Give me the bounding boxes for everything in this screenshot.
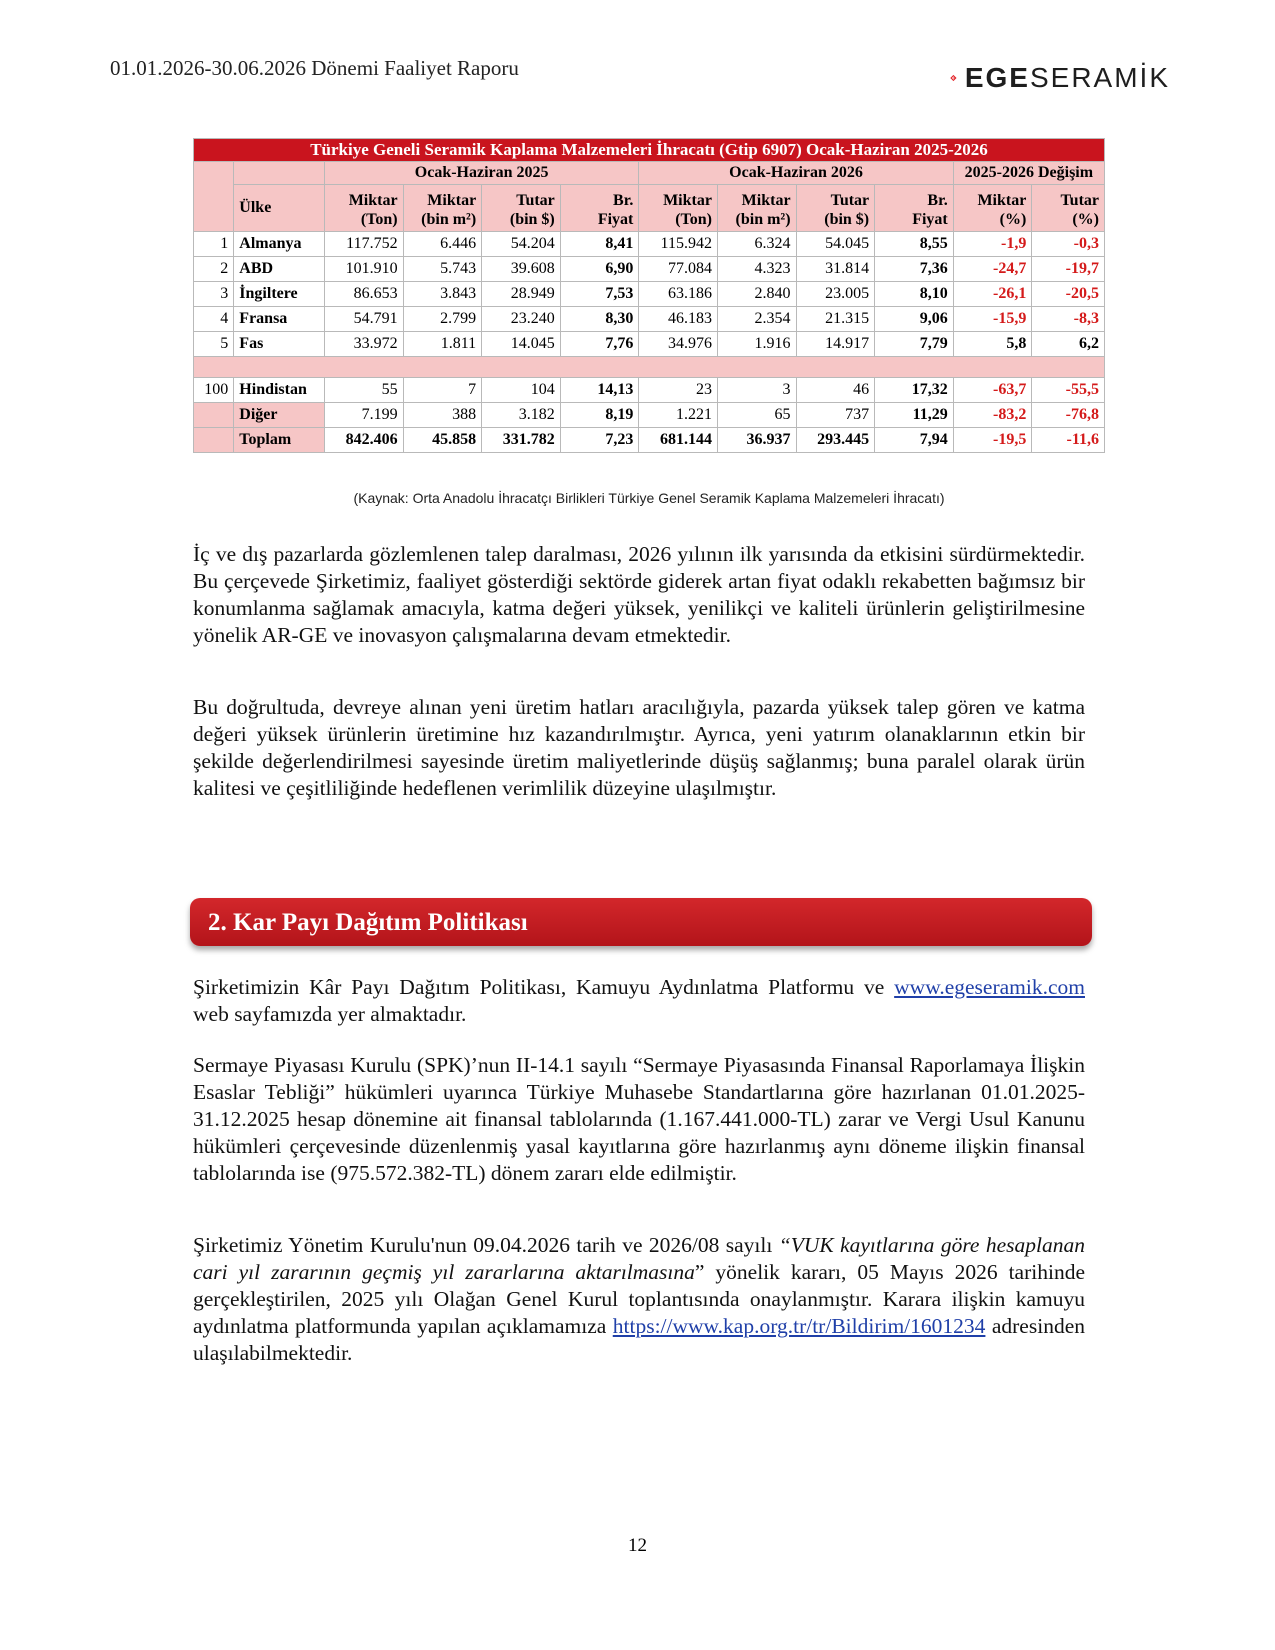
column-header: Miktar (Ton) (639, 185, 718, 232)
value-cell: 55 (324, 378, 403, 403)
country-group-header (234, 162, 325, 185)
column-header: Tutar (%) (1032, 185, 1105, 232)
value-cell: 7 (403, 378, 482, 403)
value-cell: 388 (403, 403, 482, 428)
value-cell: 115.942 (639, 232, 718, 257)
country-cell: Diğer (234, 403, 325, 428)
value-cell: 77.084 (639, 257, 718, 282)
rank-cell: 3 (194, 282, 234, 307)
value-cell: 7,53 (560, 282, 639, 307)
value-cell: 14,13 (560, 378, 639, 403)
value-cell: 86.653 (324, 282, 403, 307)
rank-cell (194, 428, 234, 453)
column-header: Br. Fiyat (875, 185, 954, 232)
value-cell: 7,94 (875, 428, 954, 453)
value-cell: 46 (796, 378, 875, 403)
value-cell: -76,8 (1032, 403, 1105, 428)
value-cell: 1.916 (717, 332, 796, 357)
rank-cell: 2 (194, 257, 234, 282)
value-cell: 21.315 (796, 307, 875, 332)
company-logo (950, 52, 1170, 104)
table-row (194, 332, 1105, 357)
value-cell: 8,19 (560, 403, 639, 428)
value-cell: 39.608 (482, 257, 561, 282)
value-cell: -11,6 (1032, 428, 1105, 453)
column-header: Tutar (bin $) (482, 185, 561, 232)
value-cell: 7.199 (324, 403, 403, 428)
value-cell: 6.324 (717, 232, 796, 257)
value-cell: 2.354 (717, 307, 796, 332)
rank-header (194, 162, 234, 232)
table-row (194, 282, 1105, 307)
table-row (194, 307, 1105, 332)
table-row (194, 232, 1105, 257)
value-cell: -19,5 (953, 428, 1032, 453)
country-cell: ABD (234, 257, 325, 282)
column-header: Miktar (bin m²) (717, 185, 796, 232)
value-cell: 11,29 (875, 403, 954, 428)
value-cell: 8,30 (560, 307, 639, 332)
value-cell: 7,79 (875, 332, 954, 357)
page-number: 12 (628, 1535, 647, 1556)
group-2026-header: Ocak-Haziran 2026 (639, 162, 953, 185)
value-cell: -0,3 (1032, 232, 1105, 257)
value-cell: 23.240 (482, 307, 561, 332)
table-separator-row (194, 357, 1105, 378)
value-cell: 3.182 (482, 403, 561, 428)
value-cell: 54.204 (482, 232, 561, 257)
value-cell: 45.858 (403, 428, 482, 453)
paragraph-production: Bu doğrultuda, devreye alınan yeni üretim hatları aracılığıyla, pazarda yüksek talep gören ve katma değeri yüksek ürünlerin üretimine hız kazandırılmıştır. Ayrıca, yeni yatırım olanaklarının etkin bir şekilde değerlendirilmesi sayesinde üretim maliyetlerinde düşüş sağlanmış; buna paralel olarak ürün kalitesi ve çeşitliliğinde hedeflenen verimlilik düzeyine ulaşılmıştır. (193, 695, 1085, 800)
value-cell: 28.949 (482, 282, 561, 307)
value-cell: 36.937 (717, 428, 796, 453)
value-cell: 104 (482, 378, 561, 403)
table-title: Türkiye Geneli Seramik Kaplama Malzemeleri İhracatı (Gtip 6907) Ocak-Haziran 2025-2026 (194, 139, 1105, 162)
table-row (194, 403, 1105, 428)
value-cell: 46.183 (639, 307, 718, 332)
paragraph-board-decision: Şirketimiz Yönetim Kurulu'nun 09.04.2026 tarih ve 2026/08 sayılı “VUK kayıtlarına göre hesaplanan cari yıl zararının geçmiş yıl zararlarına aktarılmasına” yönelik kararı, 05 Mayıs 2026 tarihinde gerçekleştirilen, 2025 yılı Olağan Genel Kurul toplantısında onaylanmıştır. Karara ilişkin kamuyu aydınlatma platformunda yapılan açıklamamıza https://www.kap.org.tr/tr/Bildirim/1601234 adresinden ulaşılabilmektedir. (193, 1233, 1085, 1365)
country-cell: Almanya (234, 232, 325, 257)
value-cell: 7,36 (875, 257, 954, 282)
rank-cell: 100 (194, 378, 234, 403)
value-cell: 54.791 (324, 307, 403, 332)
value-cell: 1.811 (403, 332, 482, 357)
value-cell: 737 (796, 403, 875, 428)
column-header: Miktar (bin m²) (403, 185, 482, 232)
table-row (194, 378, 1105, 403)
country-cell: İngiltere (234, 282, 325, 307)
report-title: 01.01.2026-30.06.2026 Dönemi Faaliyet Raporu (110, 56, 519, 80)
kap-link[interactable]: https://www.kap.org.tr/tr/Bildirim/1601234 (612, 1314, 986, 1338)
value-cell: -83,2 (953, 403, 1032, 428)
value-cell: 23 (639, 378, 718, 403)
value-cell: 117.752 (324, 232, 403, 257)
value-cell: 8,55 (875, 232, 954, 257)
value-cell: 8,41 (560, 232, 639, 257)
export-table (193, 138, 1105, 453)
value-cell: -63,7 (953, 378, 1032, 403)
column-header: Br. Fiyat (560, 185, 639, 232)
value-cell: 34.976 (639, 332, 718, 357)
paragraph-dividend-policy: Şirketimizin Kâr Payı Dağıtım Politikası, Kamuyu Aydınlatma Platformu ve www.egeseramik.com web sayfamızda yer almaktadır. (193, 975, 1085, 1026)
column-header: Miktar (%) (953, 185, 1032, 232)
website-link[interactable]: www.egeseramik.com (894, 975, 1085, 999)
paragraph-financials: Sermaye Piyasası Kurulu (SPK)’nun II-14.1 sayılı “Sermaye Piyasasında Finansal Raporlamaya İlişkin Esaslar Tebliği” hükümleri uyarınca Türkiye Muhasebe Standartlarına göre hazırlanan 01.01.2025-31.12.2025 hesap dönemine ait finansal tablolarında (1.167.441.000-TL) zarar ve Vergi Usul Kanunu hükümleri çerçevesinde düzenlenmiş yasal kayıtlarına göre hazırlanmış aynı döneme ilişkin finansal tablolarında ise (975.572.382-TL) dönem zararı elde edilmiştir. (193, 1053, 1085, 1185)
value-cell: 1.221 (639, 403, 718, 428)
rank-cell: 5 (194, 332, 234, 357)
value-cell: 293.445 (796, 428, 875, 453)
value-cell: 5,8 (953, 332, 1032, 357)
value-cell: -1,9 (953, 232, 1032, 257)
group-change-header: 2025-2026 Değişim (953, 162, 1104, 185)
value-cell: 17,32 (875, 378, 954, 403)
value-cell: 6.446 (403, 232, 482, 257)
value-cell: 33.972 (324, 332, 403, 357)
value-cell: -26,1 (953, 282, 1032, 307)
country-cell: Hindistan (234, 378, 325, 403)
value-cell: 7,23 (560, 428, 639, 453)
value-cell: -19,7 (1032, 257, 1105, 282)
table-row (194, 257, 1105, 282)
column-header: Miktar (Ton) (324, 185, 403, 232)
table-row (194, 428, 1105, 453)
value-cell: 54.045 (796, 232, 875, 257)
value-cell: 681.144 (639, 428, 718, 453)
value-cell: 3 (717, 378, 796, 403)
country-cell: Fas (234, 332, 325, 357)
value-cell: 14.917 (796, 332, 875, 357)
value-cell: 8,10 (875, 282, 954, 307)
value-cell: 7,76 (560, 332, 639, 357)
value-cell: 31.814 (796, 257, 875, 282)
value-cell: 23.005 (796, 282, 875, 307)
value-cell: 2.799 (403, 307, 482, 332)
value-cell: 2.840 (717, 282, 796, 307)
value-cell: 5.743 (403, 257, 482, 282)
country-cell: Toplam (234, 428, 325, 453)
value-cell: -24,7 (953, 257, 1032, 282)
rank-cell (194, 403, 234, 428)
section-heading-bar (190, 898, 1092, 946)
value-cell: -8,3 (1032, 307, 1105, 332)
logo-text: EGESERAMİK (964, 62, 1170, 93)
rank-cell: 4 (194, 307, 234, 332)
value-cell: 101.910 (324, 257, 403, 282)
value-cell: -20,5 (1032, 282, 1105, 307)
country-cell: Fransa (234, 307, 325, 332)
table-source-note: (Kaynak: Orta Anadolu İhracatçı Birlikleri Türkiye Genel Seramik Kaplama Malzemeleri İhracatı) (353, 490, 945, 506)
value-cell: 6,90 (560, 257, 639, 282)
ege-logo-icon (950, 54, 957, 102)
column-header: Tutar (bin $) (796, 185, 875, 232)
value-cell: -15,9 (953, 307, 1032, 332)
value-cell: 9,06 (875, 307, 954, 332)
value-cell: 842.406 (324, 428, 403, 453)
paragraph-demand: İç ve dış pazarlarda gözlemlenen talep daralması, 2026 yılının ilk yarısında da etkisini sürdürmektedir. Bu çerçevede Şirketimiz, faaliyet gösterdiği sektörde giderek artan fiyat odaklı rekabetten bağımsız bir konumlanma sağlamak amacıyla, katma değeri yüksek, yenilikçi ve kaliteli ürünlerin geliştirilmesine yönelik AR-GE ve inovasyon çalışmalarına devam etmektedir. (193, 542, 1085, 647)
value-cell: 6,2 (1032, 332, 1105, 357)
value-cell: 65 (717, 403, 796, 428)
value-cell: 14.045 (482, 332, 561, 357)
value-cell: 63.186 (639, 282, 718, 307)
country-column-header: Ülke (234, 185, 325, 232)
rank-cell: 1 (194, 232, 234, 257)
value-cell: 4.323 (717, 257, 796, 282)
section-title: 2. Kar Payı Dağıtım Politikası (208, 909, 528, 936)
group-2025-header: Ocak-Haziran 2025 (324, 162, 638, 185)
value-cell: 331.782 (482, 428, 561, 453)
value-cell: 3.843 (403, 282, 482, 307)
value-cell: -55,5 (1032, 378, 1105, 403)
